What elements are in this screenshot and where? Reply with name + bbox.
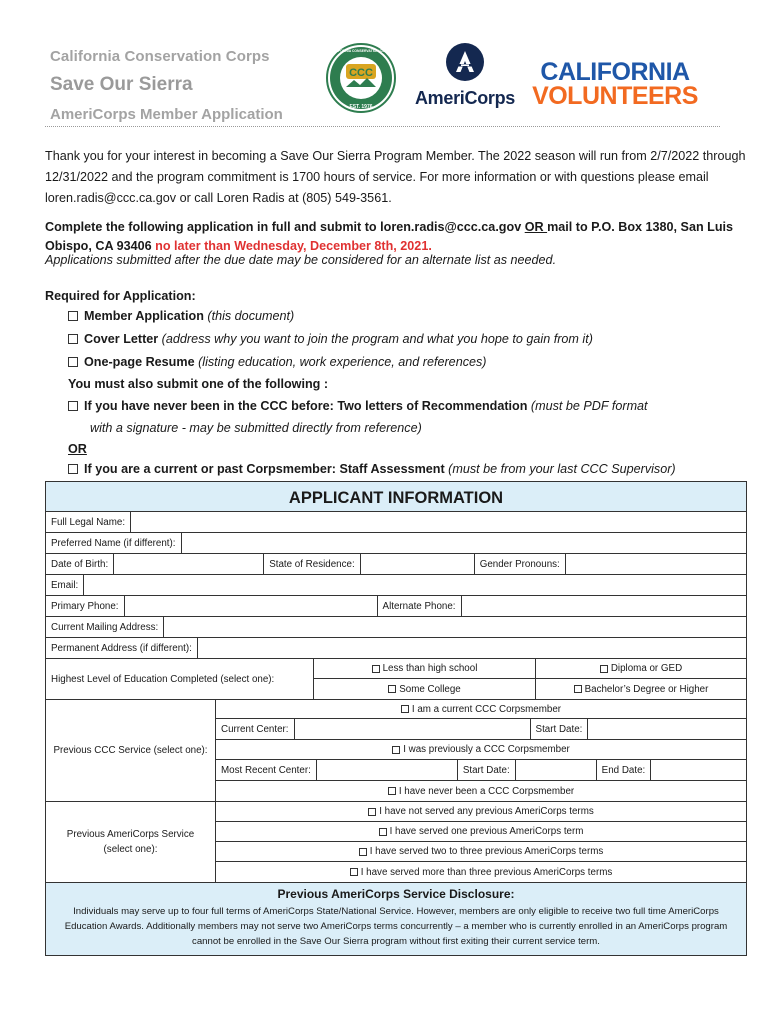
submit-text-a: Complete the following application in full and submit to loren.radis@ccc.ca.gov (45, 220, 525, 234)
req-resume[interactable]: One-page Resume (listing education, work experience, and references) (68, 355, 487, 369)
end-date-field[interactable] (651, 760, 746, 780)
permanent-address-field[interactable] (198, 638, 746, 658)
ccc-logo-ring: CALIFORNIA CONSERVATION CORPS (330, 49, 392, 53)
submit-text-b: mail to P.O. Box 1380, San Luis Obispo, CA 93406 (45, 220, 734, 253)
email-field[interactable] (84, 575, 746, 595)
disclosure-box (46, 883, 746, 955)
ccc-option-previous[interactable]: I was previously a CCC Corpsmember (216, 740, 746, 759)
disclosure-text: Individuals may serve up to four full terms of AmeriCorps State/National Service. However, members are only eligible to receive two full time AmeriCorps Education Awards. Additionally members may not serve two AmeriCorps terms concurrently – a member who is currently enrolled in an AmeriCorps program cannot be enrolled in the Save Our Sierra program without first exiting their current service term. (64, 906, 728, 947)
cv-line1: CALIFORNIA (540, 58, 690, 86)
recent-center-label: Most Recent Center: (216, 760, 317, 780)
ac-option-two-three[interactable]: I have served two to three previous AmeriCorps terms (216, 842, 746, 861)
header-text (50, 48, 283, 123)
page-subtitle: AmeriCorps Member Application (50, 106, 283, 123)
checkbox[interactable] (368, 808, 376, 816)
preferred-name-label: Preferred Name (if different): (46, 533, 182, 553)
row-dob-state-pronouns (46, 554, 746, 575)
pronouns-field[interactable] (566, 554, 746, 574)
or-text: OR (68, 442, 87, 456)
req-cover-letter[interactable]: Cover Letter (address why you want to join the program and what you hope to gain from it) (68, 332, 593, 346)
edu-option-diploma[interactable]: Diploma or GED (536, 659, 746, 678)
req-member-application[interactable]: Member Application (this document) (68, 309, 294, 323)
applicant-info-heading: APPLICANT INFORMATION (46, 482, 746, 512)
ac-option-none[interactable]: I have not served any previous AmeriCorps terms (216, 802, 746, 821)
ccc-option-never[interactable]: I have never been a CCC Corpsmember (216, 781, 746, 801)
checkbox[interactable] (388, 787, 396, 795)
state-label: State of Residence: (264, 554, 361, 574)
permanent-address-label: Permanent Address (if different): (46, 638, 198, 658)
req-staff-assessment[interactable]: If you are a current or past Corpsmember: Staff Assessment (must be from your last CCC Supervisor) (68, 462, 676, 476)
row-permanent (46, 638, 746, 659)
americorps-logo (410, 42, 520, 114)
alt-phone-label: Alternate Phone: (378, 596, 462, 616)
recent-center-field[interactable] (317, 760, 458, 780)
cv-line2: VOLUNTEERS (532, 82, 698, 110)
checkbox[interactable] (388, 685, 396, 693)
page-title: Save Our Sierra (50, 74, 193, 95)
ccc-service-label: Previous CCC Service (select one): (46, 700, 216, 801)
req-recommendation[interactable]: If you have never been in the CCC before: Two letters of Recommendation (must be PDF format (68, 399, 648, 413)
ccc-option-current[interactable]: I am a current CCC Corpsmember (216, 700, 746, 718)
ccc-seal-logo (322, 42, 400, 114)
end-date-label: End Date: (597, 760, 652, 780)
checkbox[interactable] (379, 828, 387, 836)
ccc-logo-est: EST. 1976 (349, 104, 373, 110)
mailing-address-field[interactable] (164, 617, 746, 637)
edu-option-some-college[interactable]: Some College (314, 679, 536, 699)
mailing-address-label: Current Mailing Address: (46, 617, 164, 637)
primary-phone-field[interactable] (125, 596, 378, 616)
edu-option-less-than-hs[interactable]: Less than high school (314, 659, 536, 678)
preferred-name-field[interactable] (182, 533, 746, 553)
checkbox[interactable] (68, 334, 78, 344)
full-name-label: Full Legal Name: (46, 512, 131, 532)
dob-label: Date of Birth: (46, 554, 114, 574)
ac-option-more-than-three[interactable]: I have served more than three previous AmeriCorps terms (216, 862, 746, 882)
header-divider (45, 126, 720, 127)
americorps-mark-icon (445, 42, 485, 82)
california-volunteers-logo (530, 58, 700, 110)
row-education (46, 659, 746, 700)
row-full-name (46, 512, 746, 533)
checkbox[interactable] (600, 665, 608, 673)
checkbox[interactable] (401, 705, 409, 713)
pronouns-label: Gender Pronouns: (475, 554, 566, 574)
current-center-label: Current Center: (216, 719, 295, 739)
checkbox[interactable] (359, 848, 367, 856)
checkbox[interactable] (392, 746, 400, 754)
education-options (314, 659, 746, 699)
alt-phone-field[interactable] (462, 596, 746, 616)
state-field[interactable] (361, 554, 475, 574)
req-recommendation-note: with a signature - may be submitted directly from reference) (90, 421, 422, 435)
americorps-wordmark: AmeriCorps (414, 88, 516, 108)
full-name-field[interactable] (131, 512, 746, 532)
checkbox[interactable] (372, 665, 380, 673)
submit-or: OR (524, 220, 548, 234)
intro-paragraph: Thank you for your interest in becoming a Save Our Sierra Program Member. The 2022 season will run from 2/7/2022 through 12/31/2022 and the program commitment is 1700 hours of service. For more information or with questions please email loren.radis@ccc.ca.gov or call Loren Radis at (805) 549-3561. (45, 149, 746, 205)
start-date-field[interactable] (588, 719, 746, 739)
ccc-logo-letters: CCC (349, 67, 373, 79)
americorps-service-group (46, 802, 746, 883)
start-date2-label: Start Date: (458, 760, 516, 780)
checkbox[interactable] (574, 685, 582, 693)
primary-phone-label: Primary Phone: (46, 596, 125, 616)
education-label: Highest Level of Education Completed (select one): (46, 659, 314, 699)
email-label: Email: (46, 575, 84, 595)
ccc-service-group (46, 700, 746, 802)
also-submit-text: You must also submit one of the following : (68, 377, 329, 391)
row-phones (46, 596, 746, 617)
required-heading: Required for Application: (45, 289, 196, 303)
org-name: California Conservation Corps (50, 48, 270, 65)
americorps-service-label: Previous AmeriCorps Service (select one): (46, 802, 216, 882)
row-mailing (46, 617, 746, 638)
checkbox[interactable] (68, 464, 78, 474)
start-date-label: Start Date: (531, 719, 589, 739)
row-preferred-name (46, 533, 746, 554)
edu-option-bachelors[interactable]: Bachelor’s Degree or Higher (536, 679, 746, 699)
checkbox[interactable] (68, 357, 78, 367)
checkbox[interactable] (68, 311, 78, 321)
current-center-field[interactable] (295, 719, 531, 739)
checkbox[interactable] (350, 868, 358, 876)
late-note: Applications submitted after the due date may be considered for an alternate list as needed. (45, 253, 557, 267)
deadline-text: no later than Wednesday, December 8th, 2021. (155, 239, 432, 253)
ac-option-one[interactable]: I have served one previous AmeriCorps term (216, 822, 746, 841)
applicant-info-table (45, 481, 747, 956)
start-date2-field[interactable] (516, 760, 597, 780)
dob-field[interactable] (114, 554, 264, 574)
disclosure-title: Previous AmeriCorps Service Disclosure: (277, 887, 515, 901)
submission-instructions (45, 218, 760, 256)
row-email (46, 575, 746, 596)
checkbox[interactable] (68, 401, 78, 411)
